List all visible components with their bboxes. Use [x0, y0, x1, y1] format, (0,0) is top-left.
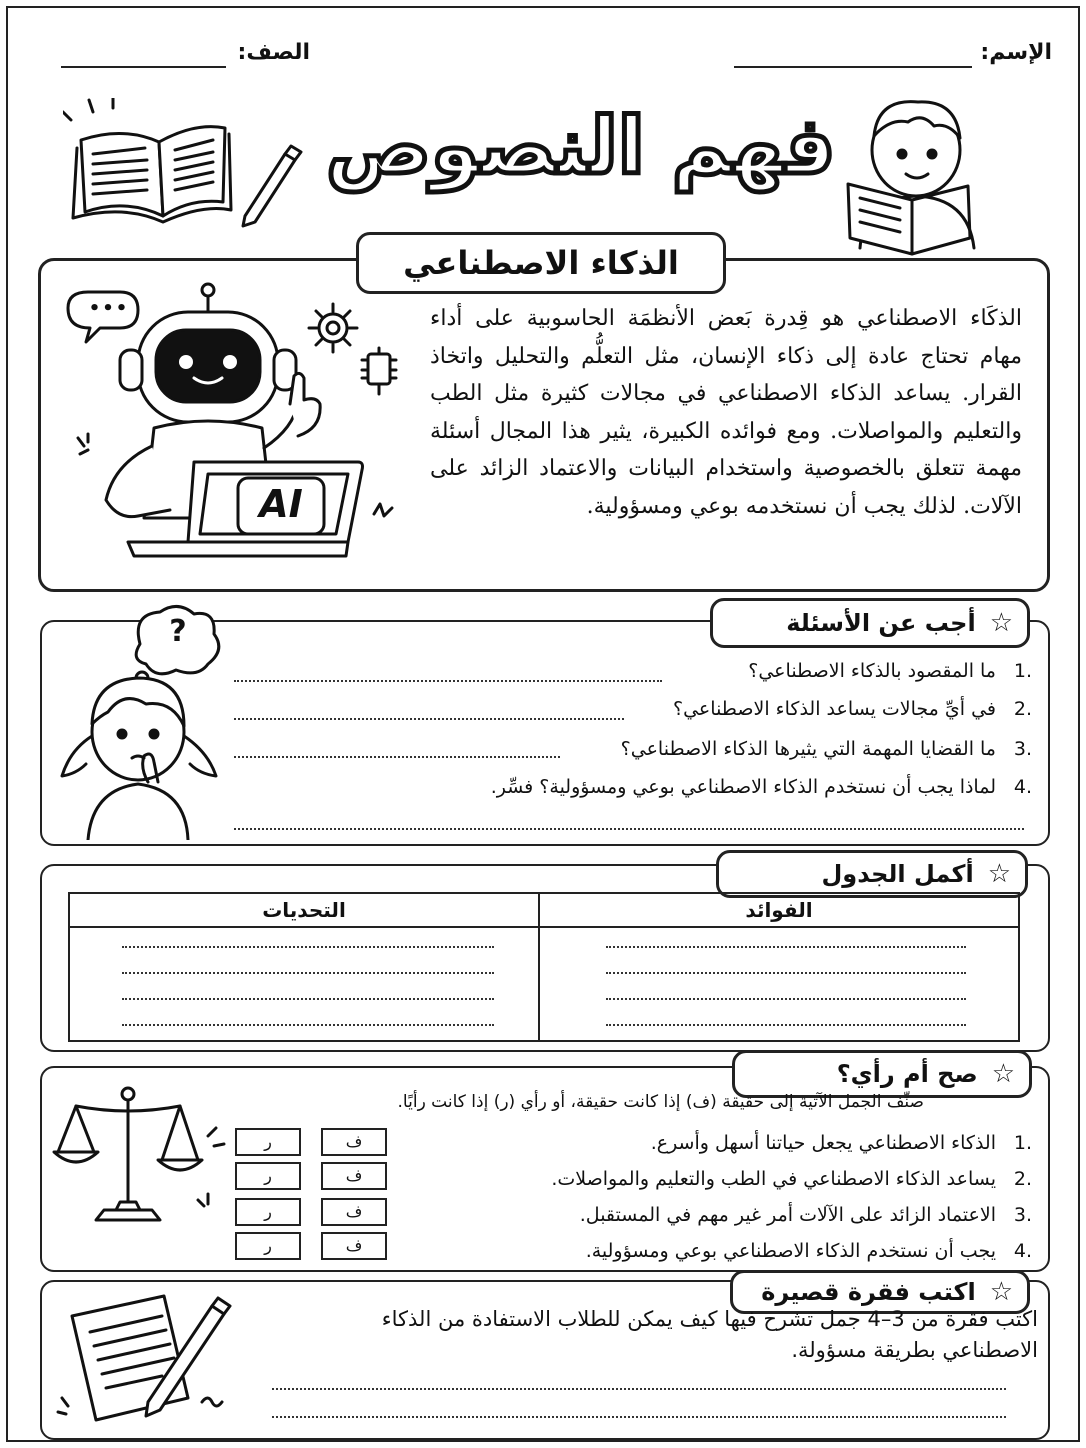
- challenges-cell[interactable]: [69, 927, 539, 1041]
- boy-reading-icon: [838, 88, 998, 258]
- question-item: في أيِّ مجالات يساعد الذكاء الاصطناعي؟: [673, 698, 996, 720]
- question-item: ما القضايا المهمة التي يثيرها الذكاء الاصطناعي؟: [620, 738, 996, 760]
- worksheet-page: [6, 6, 1080, 1442]
- question-number: 1.: [1013, 660, 1032, 682]
- question-number: 4.: [1013, 776, 1032, 798]
- table-tab: [716, 850, 1028, 898]
- fact-opinion-tab: [732, 1050, 1032, 1098]
- opinion-checkbox[interactable]: ر: [235, 1128, 301, 1156]
- opinion-checkbox[interactable]: ر: [235, 1198, 301, 1226]
- question-mark: ?: [169, 614, 187, 649]
- reading-title: الذكاء الاصطناعي: [403, 244, 679, 282]
- answer-line[interactable]: [122, 946, 494, 948]
- statement-number: 4.: [1013, 1240, 1032, 1262]
- writing-prompt: اكتب فقرة من 3–4 جمل تشرح فيها كيف يمكن للطلاب الاستفادة من الذكاء الاصطناعي بطريقة مسؤولة.: [381, 1307, 1038, 1362]
- page-title: فهم النصوص: [326, 102, 836, 192]
- benefits-challenges-table: [68, 892, 1020, 1042]
- laptop-ai-label: AI: [259, 482, 303, 526]
- justice-scale-icon: [48, 1080, 228, 1230]
- answer-line[interactable]: [606, 998, 966, 1000]
- question-number: 3.: [1013, 738, 1032, 760]
- questions-tab: [710, 598, 1030, 648]
- fact-checkbox[interactable]: ف: [321, 1162, 387, 1190]
- answer-line[interactable]: [234, 718, 624, 720]
- questions-heading: أجب عن الأسئلة: [786, 609, 976, 637]
- statement-item: يساعد الذكاء الاصطناعي في الطب والتعليم والمواصلات.: [551, 1168, 996, 1190]
- star-icon: ☆: [989, 1277, 1013, 1307]
- fact-checkbox[interactable]: ف: [321, 1128, 387, 1156]
- answer-line[interactable]: [234, 680, 662, 682]
- thinking-girl-icon: [48, 604, 228, 840]
- statement-item: يجب أن نستخدم الذكاء الاصطناعي بوعي ومسؤولية.: [585, 1240, 996, 1262]
- bubble-dots: •••: [88, 298, 130, 319]
- question-item: ما المقصود بالذكاء الاصطناعي؟: [748, 660, 996, 682]
- statement-item: الذكاء الاصطناعي يجعل حياتنا أسهل وأسرع.: [650, 1132, 996, 1154]
- opinion-checkbox[interactable]: ر: [235, 1232, 301, 1260]
- writing-heading: اكتب فقرة قصيرة: [761, 1278, 976, 1306]
- fact-checkbox[interactable]: ف: [321, 1232, 387, 1260]
- benefits-cell[interactable]: [539, 927, 1019, 1041]
- star-icon: ☆: [987, 859, 1011, 889]
- opinion-checkbox[interactable]: ر: [235, 1162, 301, 1190]
- paper-pencil-icon: [52, 1290, 232, 1432]
- question-item: لماذا يجب أن نستخدم الذكاء الاصطناعي بوعي ومسؤولية؟ فسِّر.: [490, 776, 996, 798]
- table-heading: أكمل الجدول: [821, 860, 974, 888]
- col-challenges: التحديات: [69, 893, 539, 927]
- fact-opinion-heading: صح أم رأي؟: [836, 1060, 978, 1088]
- robot-ai-icon: [58, 278, 398, 568]
- answer-line[interactable]: [122, 998, 494, 1000]
- statement-number: 2.: [1013, 1168, 1032, 1190]
- answer-line[interactable]: [234, 828, 1024, 830]
- answer-line[interactable]: [122, 1024, 494, 1026]
- col-benefits: الفوائد: [539, 893, 1019, 927]
- question-number: 2.: [1013, 698, 1032, 720]
- statement-number: 1.: [1013, 1132, 1032, 1154]
- fact-opinion-instruction: صنِّف الجمل الآتية إلى حقيقة (ف) إذا كانت حقيقة، أو رأي (ر) إذا كانت رأيًا.: [397, 1092, 924, 1112]
- reading-title-tab: [356, 232, 726, 294]
- answer-line[interactable]: [234, 756, 560, 758]
- star-icon: ☆: [991, 1059, 1015, 1089]
- reading-paragraph: الذكَاء الاصطناعي هو قِدرة بَعض الأنظمَة الحاسوبية على أداء مهام تحتاج عادة إلى ذكاء الإنسان، مثل التعلُّم والتحليل واتخاذ القرار. يساعد الذكاء الاصطناعي في مجالات كثيرة مثل الطب والتعليم والمواصلات. ومع فوائده الكبيرة، يثير هذا المجال أسئلة مهمة تتعلق بالخصوصية واستخدام البيانات والاعتماد الزائد على الآلات. لذلك يجب أن نستخدمه بوعي ومسؤولية.: [430, 306, 1022, 519]
- answer-line[interactable]: [606, 946, 966, 948]
- answer-line[interactable]: [122, 972, 494, 974]
- answer-line[interactable]: [606, 972, 966, 974]
- name-field[interactable]: [734, 66, 972, 68]
- statement-item: الاعتماد الزائد على الآلات أمر غير مهم في المستقبل.: [579, 1204, 996, 1226]
- writing-line[interactable]: [272, 1388, 1006, 1390]
- open-book-icon: [63, 98, 303, 228]
- class-field[interactable]: [61, 66, 226, 68]
- answer-line[interactable]: [606, 1024, 966, 1026]
- star-icon: ☆: [989, 608, 1013, 638]
- writing-line[interactable]: [272, 1416, 1006, 1418]
- name-label: الإسم:: [980, 40, 1052, 65]
- class-label: الصف:: [237, 40, 310, 65]
- statement-number: 3.: [1013, 1204, 1032, 1226]
- fact-checkbox[interactable]: ف: [321, 1198, 387, 1226]
